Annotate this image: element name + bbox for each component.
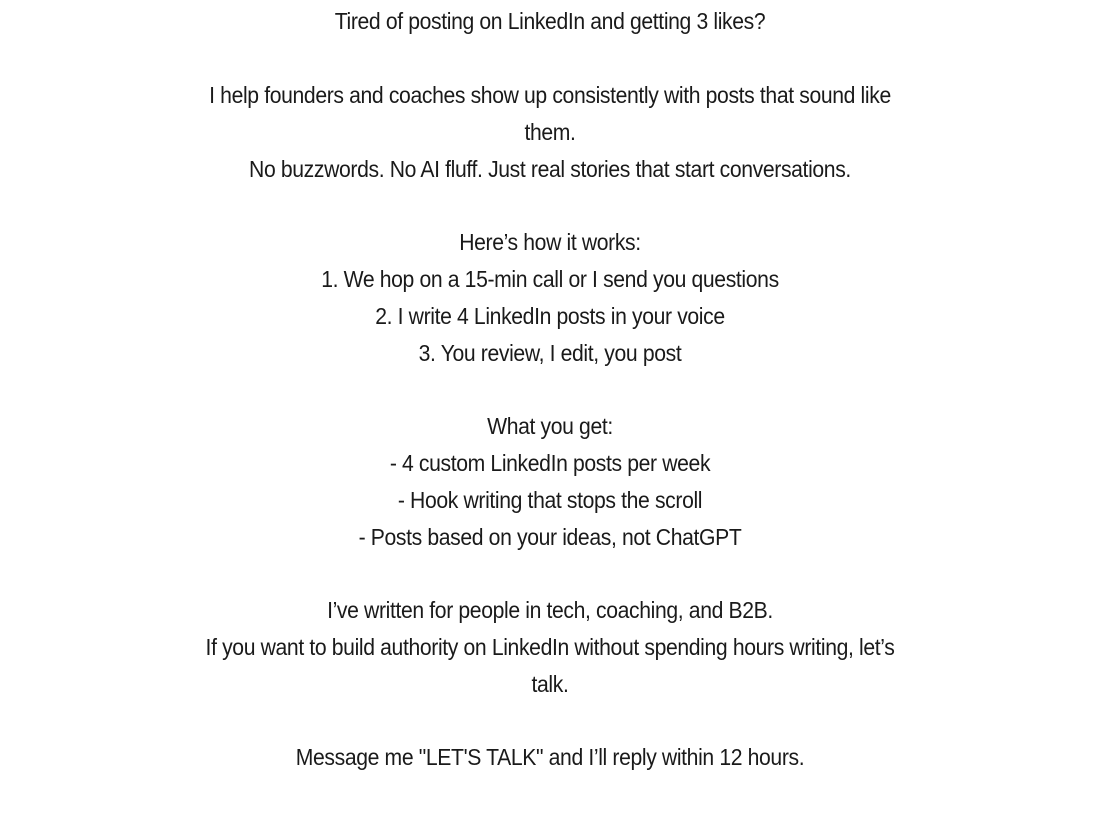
intro-line-1: I help founders and coaches show up consistently with posts that sound like — [209, 82, 891, 108]
benefit-item: - Hook writing that stops the scroll — [397, 487, 703, 513]
hook-line: Tired of posting on LinkedIn and getting 3 likes? — [334, 8, 766, 34]
intro-line-3: No buzzwords. No AI fluff. Just real stories that start conversations. — [249, 156, 851, 182]
what-you-get-heading: What you get: — [487, 413, 613, 439]
intro-line-2: them. — [524, 119, 576, 145]
benefit-item: - Posts based on your ideas, not ChatGPT — [358, 524, 742, 550]
cta-line-2: talk. — [531, 671, 569, 697]
credentials-line: I’ve written for people in tech, coaching, and B2B. — [327, 597, 773, 623]
cta-line-1: If you want to build authority on LinkedIn without spending hours writing, let’s — [205, 634, 895, 660]
closing-line: Message me "LET'S TALK" and I’ll reply within 12 hours. — [295, 744, 805, 770]
step-item: 2. I write 4 LinkedIn posts in your voice — [375, 303, 725, 329]
benefit-item: - 4 custom LinkedIn posts per week — [389, 450, 711, 476]
step-item: 1. We hop on a 15-min call or I send you questions — [321, 266, 779, 292]
how-it-works-heading: Here’s how it works: — [459, 229, 641, 255]
step-item: 3. You review, I edit, you post — [418, 340, 682, 366]
